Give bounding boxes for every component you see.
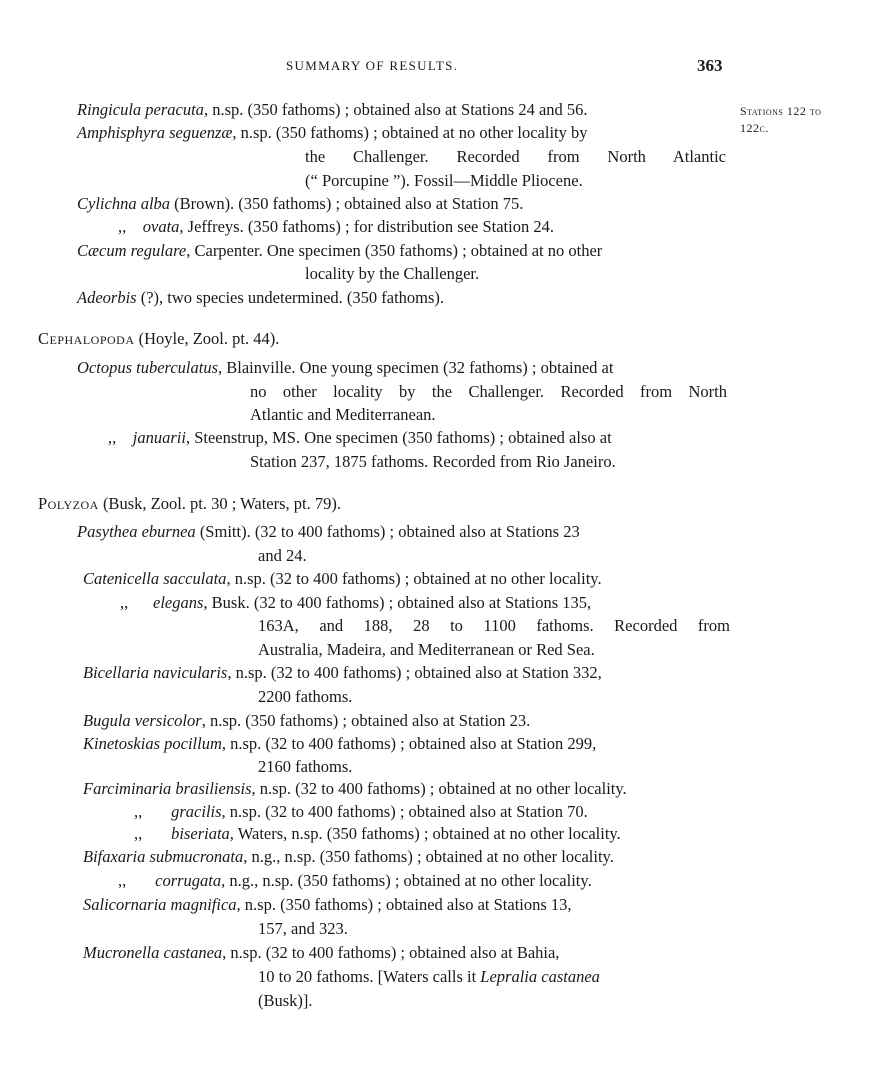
entry-ringicula <box>77 99 588 121</box>
entry-bifaxaria-submucronata <box>83 846 614 868</box>
taxon-name: corrugata <box>155 871 222 890</box>
entry-text: , n.sp. (32 to 400 fathoms) ; obtained also at Bahia, <box>222 943 560 962</box>
ditto-mark: ,, <box>108 428 117 447</box>
entry-catenicella-elegans-cont-2: Australia, Madeira, and Mediterranean or Red Sea. <box>258 640 595 659</box>
entry-mucronella-cont-1 <box>258 966 600 988</box>
taxon-name: Farciminaria brasiliensis <box>83 779 252 798</box>
ditto-mark: ,, <box>134 802 143 821</box>
entry-text: , n.sp. (350 fathoms) ; obtained also at Stations 13, <box>236 895 572 914</box>
section-name: Cephalopoda <box>38 329 135 348</box>
entry-text: , Busk. (32 to 400 fathoms) ; obtained also at Stations 135, <box>203 593 592 612</box>
margin-note-line-2: 122c. <box>740 121 769 135</box>
entry-mucronella-cont-2: (Busk)]. <box>258 991 313 1010</box>
taxon-name: Bifaxaria submucronata <box>83 847 244 866</box>
section-name: Polyzoa <box>38 494 99 513</box>
entry-bifaxaria-corrugata <box>118 870 592 892</box>
page-number: 363 <box>697 56 723 75</box>
entry-text: , n.sp. (350 fathoms) ; obtained also at Stations 24 and 56. <box>203 100 588 119</box>
taxon-name: elegans <box>153 593 204 612</box>
entry-text: , n.sp. (32 to 400 fathoms) ; obtained also at Station 332, <box>227 663 602 682</box>
entry-caecum-cont-1: locality by the Challenger. <box>305 264 480 283</box>
entry-text: , Steenstrup, MS. One specimen (350 fathoms) ; obtained also at <box>185 428 612 447</box>
taxon-name: Bicellaria navicularis <box>83 663 228 682</box>
entry-octopus <box>77 357 613 379</box>
margin-note-line-1: Stations 122 to <box>740 104 822 118</box>
taxon-name: Octopus tuberculatus <box>77 358 218 377</box>
entry-cylichna-alba <box>77 193 523 215</box>
taxon-name: Lepralia castanea <box>480 967 600 986</box>
entry-amphisphyra-cont-2: (“ Porcupine ”). Fossil—Middle Pliocene. <box>305 171 583 190</box>
entry-mucronella <box>83 942 559 964</box>
entry-caecum <box>77 240 602 262</box>
entry-text: , Carpenter. One specimen (350 fathoms) ; obtained at no other <box>186 241 603 260</box>
entry-farciminaria-brasiliensis <box>83 778 627 800</box>
entry-text: , Jeffreys. (350 fathoms) ; for distribution see Station 24. <box>179 217 554 236</box>
entry-text: , n.sp. (32 to 400 fathoms) ; obtained also at Station 70. <box>221 802 588 821</box>
entry-salicornaria <box>83 894 572 916</box>
entry-text: (Smitt). (32 to 400 fathoms) ; obtained also at Stations 23 <box>195 522 580 541</box>
taxon-name: Cæcum regulare <box>77 241 187 260</box>
entry-text: , n.sp. (350 fathoms) ; obtained at no other locality by <box>232 123 588 142</box>
running-title: SUMMARY OF RESULTS. <box>286 58 459 73</box>
entry-text: (?), two species undetermined. (350 fathoms). <box>136 288 445 307</box>
taxon-name: Ringicula peracuta <box>77 100 204 119</box>
ditto-mark: ,, <box>120 593 129 612</box>
section-reference: (Hoyle, Zool. pt. 44). <box>134 329 280 348</box>
entry-amphisphyra <box>77 122 588 144</box>
entry-kinetoskias-cont-1: 2160 fathoms. <box>258 757 353 776</box>
entry-text: 10 to 20 fathoms. [Waters calls it <box>258 967 481 986</box>
section-reference: (Busk, Zool. pt. 30 ; Waters, pt. 79). <box>98 494 341 513</box>
taxon-name: ovata <box>142 217 180 236</box>
ditto-mark: ,, <box>118 871 127 890</box>
entry-bicellaria-cont-1: 2200 fathoms. <box>258 687 353 706</box>
taxon-name: biseriata <box>171 824 230 843</box>
taxon-name: Mucronella castanea <box>83 943 223 962</box>
taxon-name: gracilis <box>171 802 222 821</box>
entry-farciminaria-biseriata <box>134 823 621 845</box>
entry-pasythea <box>77 521 580 543</box>
taxon-name: Bugula versicolor <box>83 711 202 730</box>
entry-catenicella-elegans <box>120 592 591 614</box>
entry-text: , n.sp. (32 to 400 fathoms) ; obtained also at Station 299, <box>221 734 597 753</box>
section-heading-polyzoa <box>38 493 341 515</box>
entry-adeorbis <box>77 287 444 309</box>
running-head <box>0 58 880 82</box>
entry-pasythea-cont-1: and 24. <box>258 546 307 565</box>
entry-text: , Waters, n.sp. (350 fathoms) ; obtained at no other locality. <box>229 824 621 843</box>
entry-kinetoskias <box>83 733 596 755</box>
ditto-mark: ,, <box>134 824 143 843</box>
entry-catenicella-elegans-cont-1: 163A, and 188, 28 to 1100 fathoms. Recorded from <box>258 616 730 635</box>
entry-januarii-cont-1: Station 237, 1875 fathoms. Recorded from Rio Janeiro. <box>250 452 616 471</box>
entry-bugula <box>83 710 530 732</box>
ditto-mark: ,, <box>118 217 127 236</box>
entry-text: , n.sp. (350 fathoms) ; obtained also at Station 23. <box>201 711 531 730</box>
taxon-name: Catenicella sacculata <box>83 569 227 588</box>
entry-text: , n.sp. (32 to 400 fathoms) ; obtained at no other locality. <box>226 569 602 588</box>
entry-octopus-cont-1: no other locality by the Challenger. Recorded from North <box>250 382 727 401</box>
taxon-name: Adeorbis <box>77 288 137 307</box>
entry-catenicella-sacculata <box>83 568 602 590</box>
taxon-name: Amphisphyra seguenzæ <box>77 123 233 142</box>
taxon-name: Kinetoskias pocillum <box>83 734 222 753</box>
entry-text: , n.sp. (32 to 400 fathoms) ; obtained at no other locality. <box>251 779 627 798</box>
taxon-name: Cylichna alba <box>77 194 171 213</box>
entry-text: , Blainville. One young specimen (32 fathoms) ; obtained at <box>218 358 614 377</box>
entry-farciminaria-gracilis <box>134 801 588 823</box>
entry-cylichna-ovata <box>118 216 554 238</box>
entry-text: , n.g., n.sp. (350 fathoms) ; obtained at no other locality. <box>221 871 592 890</box>
entry-text: (Brown). (350 fathoms) ; obtained also at Station 75. <box>170 194 524 213</box>
entry-januarii <box>108 427 612 449</box>
margin-note <box>740 103 860 137</box>
taxon-name: Pasythea eburnea <box>77 522 196 541</box>
entry-octopus-cont-2: Atlantic and Mediterranean. <box>250 405 436 424</box>
taxon-name: Salicornaria magnifica <box>83 895 237 914</box>
taxon-name: januarii <box>132 428 186 447</box>
entry-salicornaria-cont-1: 157, and 323. <box>258 919 348 938</box>
entry-amphisphyra-cont-1: the Challenger. Recorded from North Atlantic <box>305 147 726 166</box>
entry-text: , n.g., n.sp. (350 fathoms) ; obtained at no other locality. <box>243 847 614 866</box>
section-heading-cephalopoda <box>38 328 279 350</box>
entry-bicellaria <box>83 662 602 684</box>
